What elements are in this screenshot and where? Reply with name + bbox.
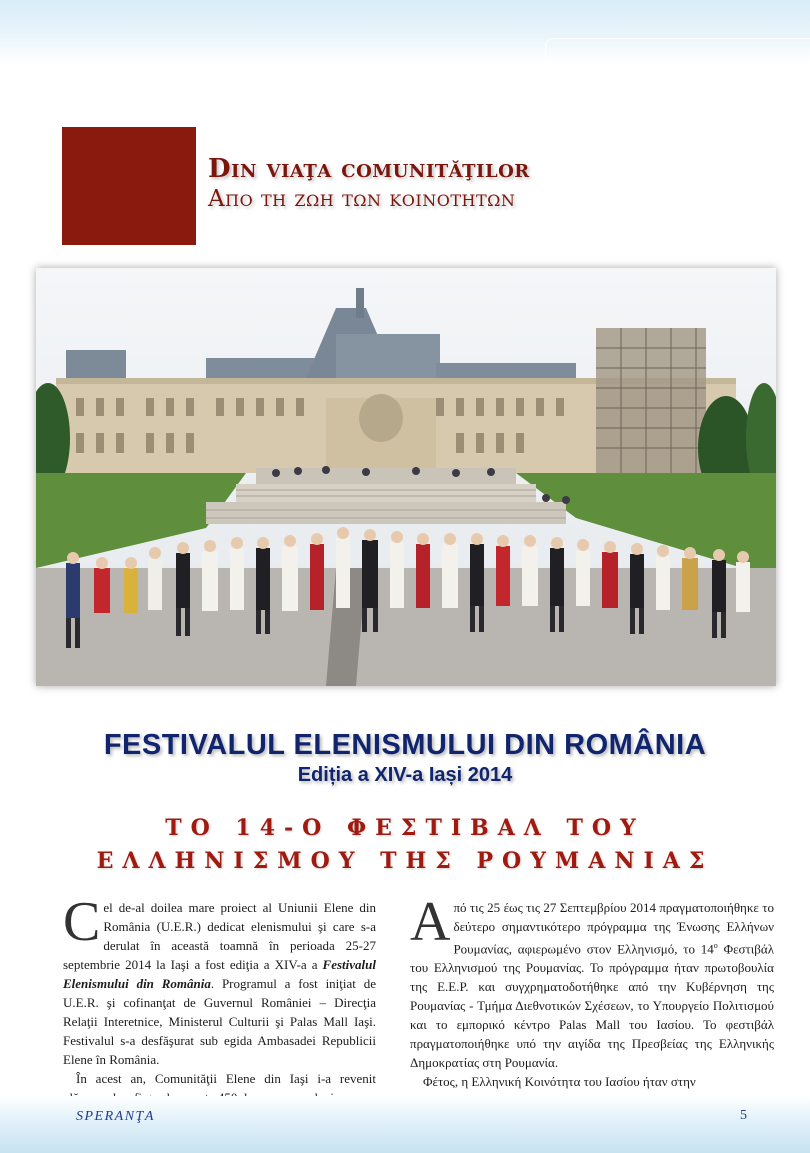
greek-title-line-1: ΤΟ 14-Ο ΦΕΣΤΙΒΑΛ ΤΟΥ <box>165 815 645 841</box>
left-p1-text-b: . Programul a fost iniţiat de U.E.R. şi cofinanţat de Guvernul României – Direcţia Relaţii Interetnice, Ministerul Culturii şi Palas Mall Iaşi. Festivalul s-a desfăşurat sub egida Ambasadei Republicii Elene în România. <box>63 976 376 1067</box>
right-column-greek <box>410 891 775 1091</box>
right-paragraph-1 <box>410 891 775 1072</box>
right-dropcap: Α <box>410 891 451 953</box>
section-title-romanian: Din viaţa comunităţilor <box>208 154 530 184</box>
headline-subtitle: Ediția a XIV-a Iași 2014 <box>297 764 513 786</box>
page-number: 5 <box>740 1108 747 1123</box>
section-title-greek: Απο τη ζωη των κοινοτητων <box>208 186 516 212</box>
greek-title <box>40 812 770 878</box>
left-column-romanian <box>63 891 376 1107</box>
right-p1-text-b: Φεστιβάλ του Ελληνισμού της Ρουμανίας. Το πρόγραμμα ήταν πρωτοβουλία της Ε.Ε.Ρ. και συγχρηματοδοτήθηκε από την Κυβέρνηση της Ρουμανίας - Τμήμα Διεθνοτικών Σχέσεων, το Υπουργείο Πολιτισμού και το εμπορικό κέντρο Palas Mall του Ιασίου. Το φεστιβάλ πραγματοποιήθηκε υπό την αιγίδα της Πρεσβείας της Ελληνικής Δημοκρατίας στη Ρουμανία. <box>410 941 775 1071</box>
right-p1-text-a: πό τις 25 έως τις 27 Σεπτεμβρίου 2014 πραγματοποιήθηκε το δεύτερο σημαντικότερο πρόγραμμα της Ένωσης Ελλήνων Ρουμανίας, αφιερωμένο στον Ελληνισμό, το 14 <box>453 900 774 957</box>
group-photo-illustration <box>36 268 776 686</box>
magazine-name: SPERANŢA <box>76 1109 155 1124</box>
left-p1-emphasis: Festivalul Elenismului din România <box>63 957 376 991</box>
left-p1-text-a: el de-al doilea mare proiect al Uniunii Elene din România (U.E.R.) dedicat elenismului şi care s-a derulat în această toamnă în perioada 25-27 septembrie 2014 la Iaşi a fost ediţia a XIV-a a <box>63 900 376 972</box>
section-title <box>208 153 678 213</box>
top-band-tab <box>545 38 810 63</box>
left-dropcap: C <box>63 891 101 953</box>
left-paragraph-1 <box>63 891 376 1069</box>
section-color-block <box>62 127 196 245</box>
left-paragraph-2: În acest an, Comunităţii Elene din Iaşi i-a revenit <box>76 1071 376 1086</box>
right-paragraph-2: Φέτος, η Ελληνική Κοινότητα του Ιασίου ήταν στην <box>423 1074 696 1090</box>
article-headline <box>40 728 770 788</box>
top-decorative-band <box>0 0 810 62</box>
right-p1-superscript: ο <box>713 941 718 950</box>
greek-title-line-2: ΕΛΛΗΝΙΣΜΟΥ ΤΗΣ ΡΟΥΜΑΝΙΑΣ <box>96 848 714 874</box>
group-photo <box>36 268 776 686</box>
headline-main: FESTIVALUL ELENISMULUI DIN ROMÂNIA <box>103 729 707 761</box>
